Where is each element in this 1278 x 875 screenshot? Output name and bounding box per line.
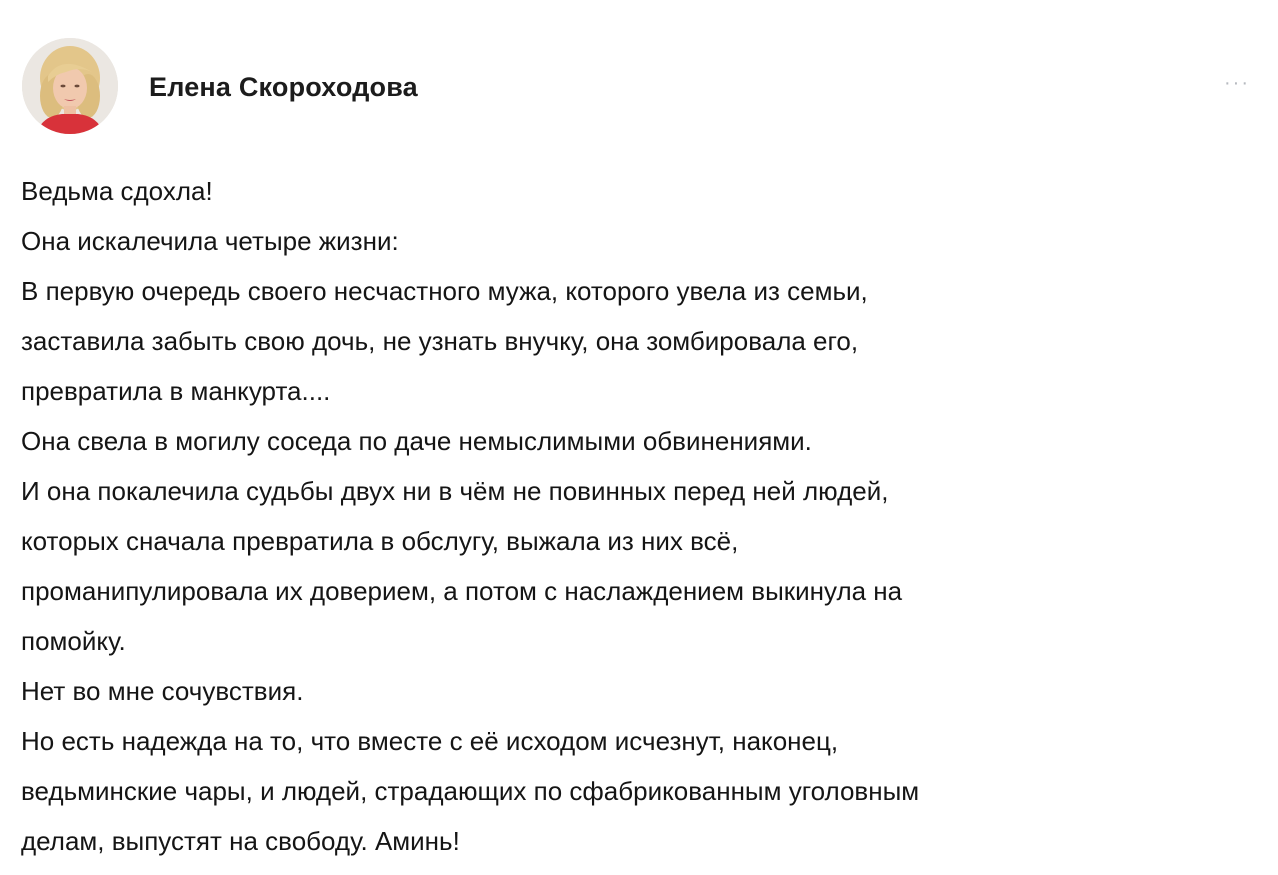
post-text-line: помойку. — [21, 626, 126, 656]
post-text-line: проманипулировала их доверием, а потом с наслаждением выкинула на — [21, 576, 903, 606]
post-text-line: Она искалечила четыре жизни: — [21, 226, 399, 256]
post-text-line: Но есть надежда на то, что вместе с её исходом исчезнут, наконец, — [21, 726, 839, 756]
post-text-line: ведьминские чары, и людей, страдающих по сфабрикованным уголовным — [21, 776, 920, 806]
post-text-line: заставила забыть свою дочь, не узнать внучку, она зомбировала его, — [21, 326, 859, 356]
avatar-photo — [22, 38, 118, 134]
avatar[interactable] — [22, 38, 118, 134]
post-text — [21, 166, 1261, 866]
post-header — [22, 38, 1252, 136]
post-text-line: Нет во мне сочувствия. — [21, 676, 304, 706]
more-dots-icon: ··· — [1224, 72, 1250, 94]
author-name[interactable]: Елена Скороходова — [149, 72, 418, 102]
post-text-line: Ведьма сдохла! — [21, 176, 213, 206]
post-text-line: превратила в манкурта.... — [21, 376, 331, 406]
more-options-button[interactable] — [1222, 72, 1252, 94]
post-text-line: Она свела в могилу соседа по даче немыслимыми обвинениями. — [21, 426, 812, 456]
post-text-line: которых сначала превратила в обслугу, выжала из них всё, — [21, 526, 739, 556]
post-text-line: делам, выпустят на свободу. Аминь! — [21, 826, 460, 856]
post-text-line: И она покалечила судьбы двух ни в чём не повинных перед ней людей, — [21, 476, 889, 506]
post-text-line: В первую очередь своего несчастного мужа, которого увела из семьи, — [21, 276, 868, 306]
